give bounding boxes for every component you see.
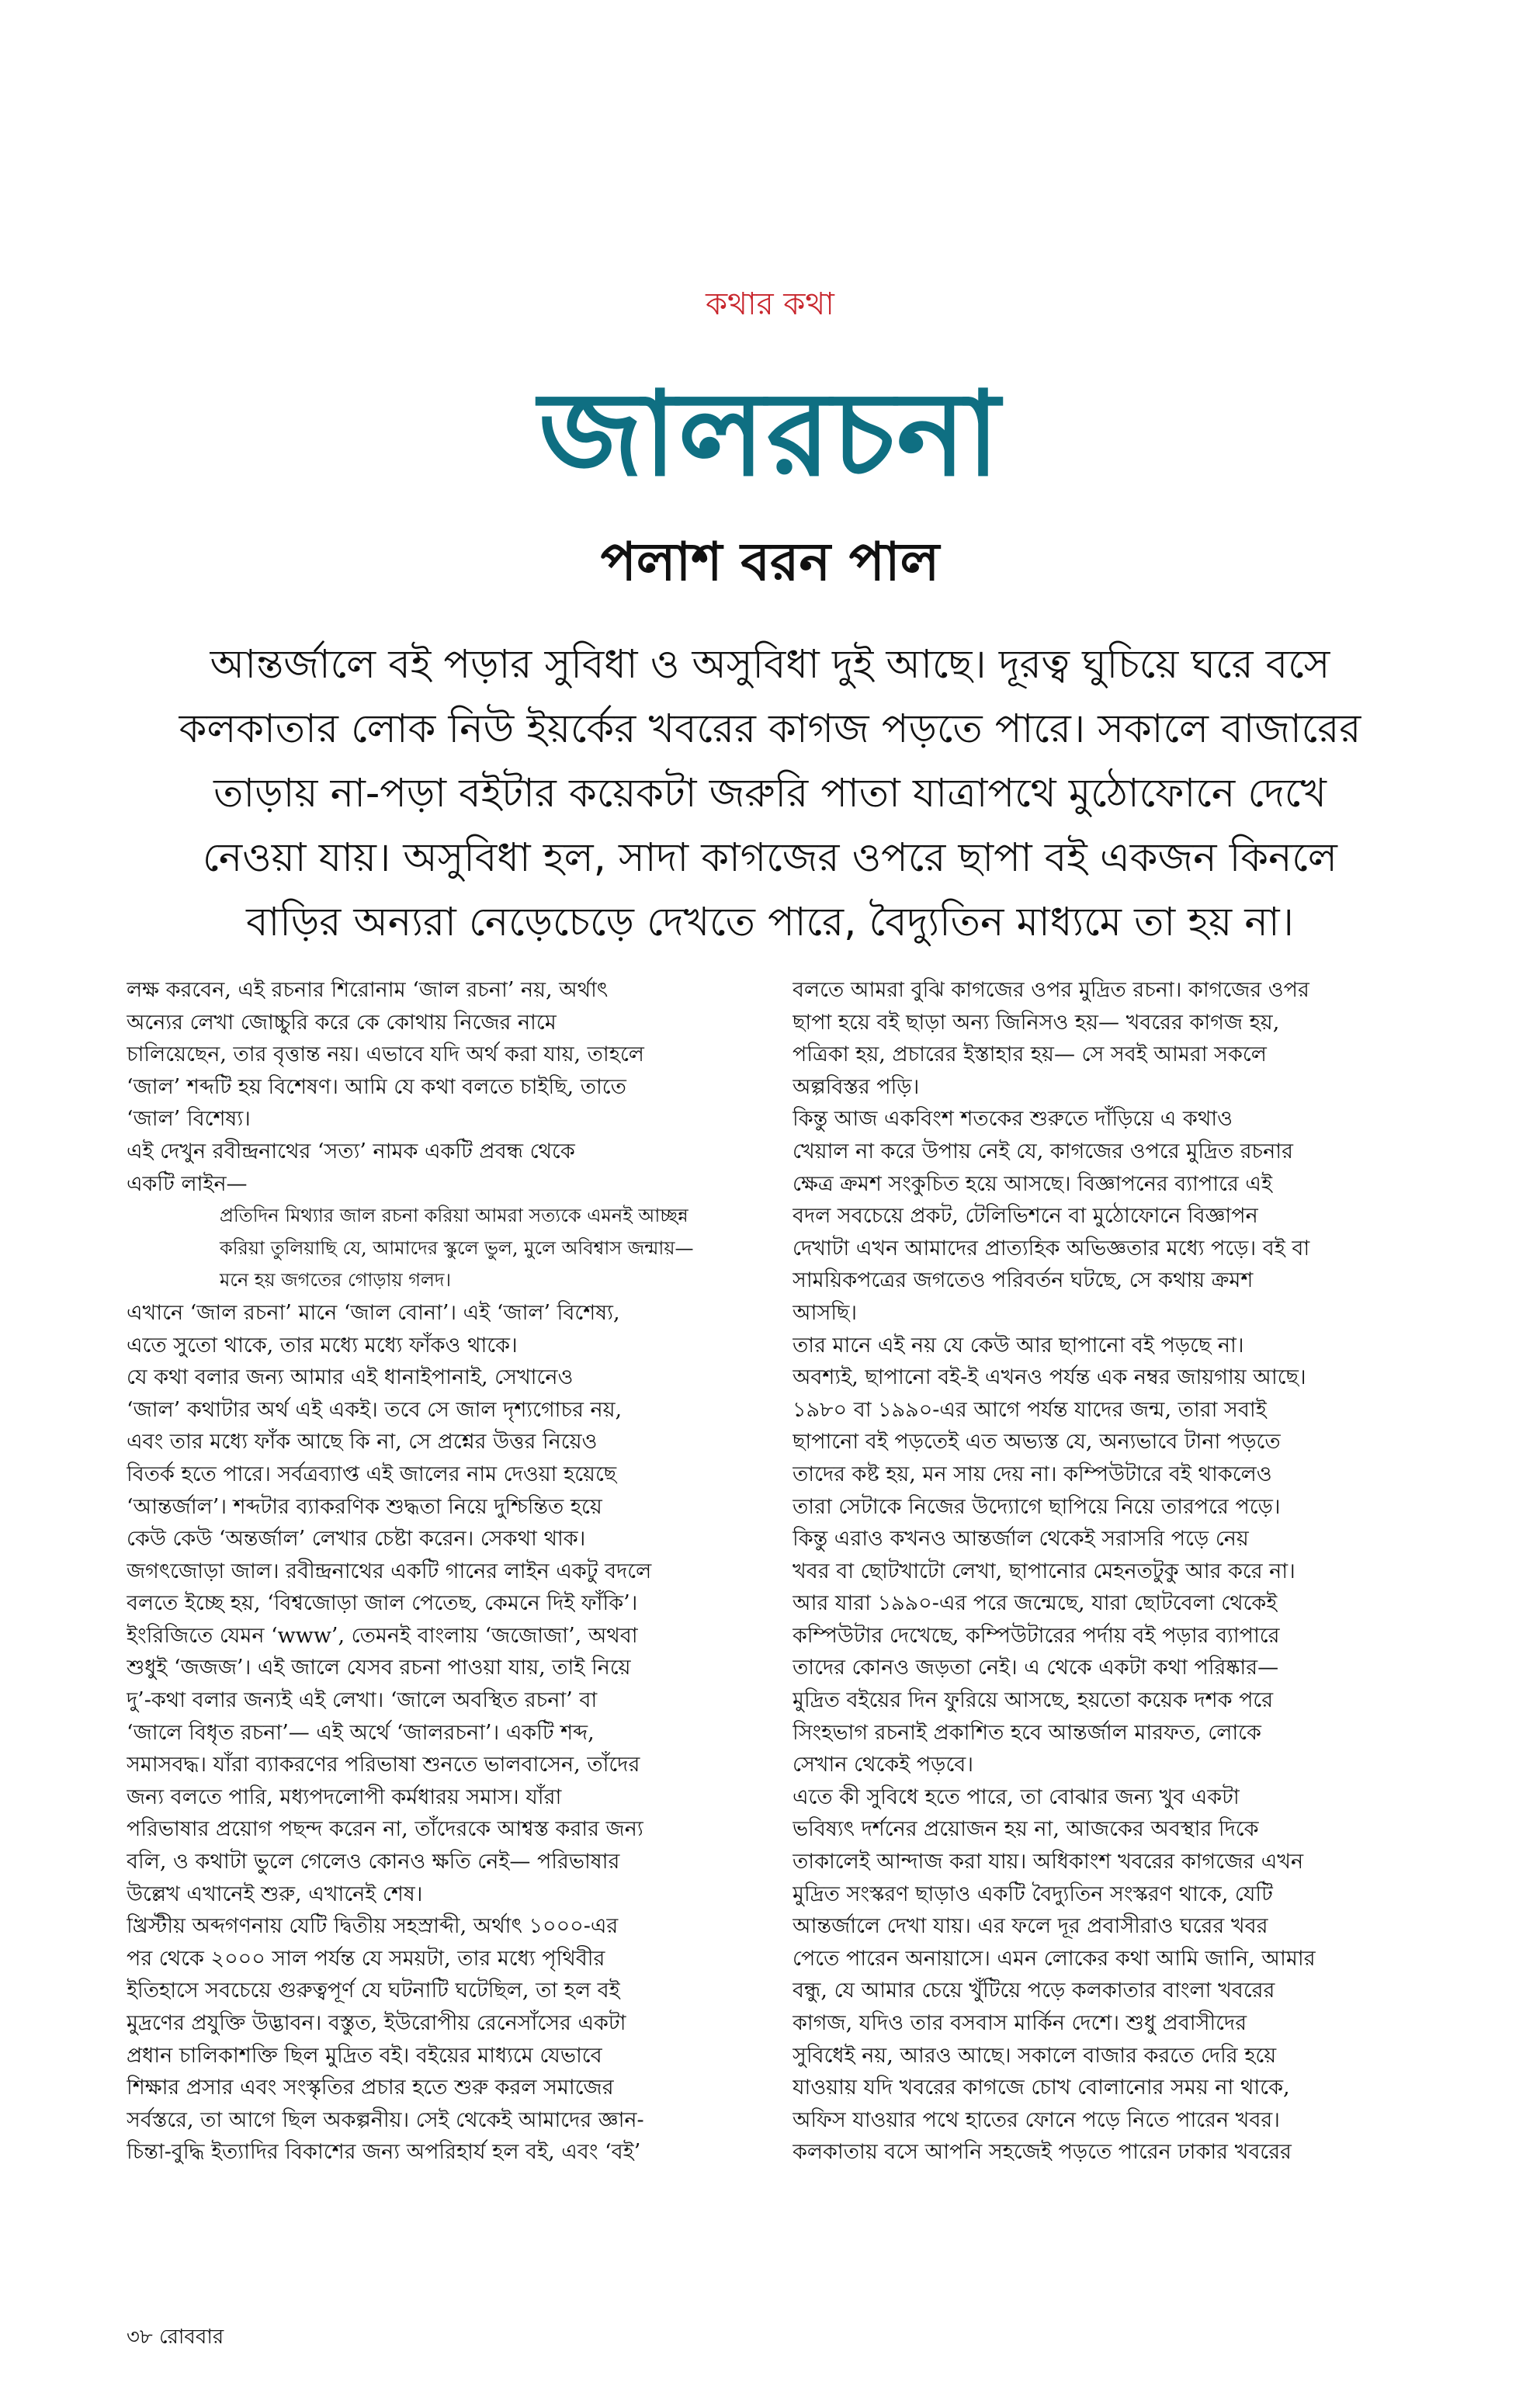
body-line: সিংহভাগ রচনাই প্রকাশিত হবে আন্তর্জাল মারফত, লোকে (793, 1720, 1261, 1745)
standfirst-line: বাড়ির অন্যরা নেড়েচেড়ে দেখতে পারে, বৈদ্যুতিন মাধ্যমে তা হয় না। (246, 900, 1294, 945)
body-line: সাময়িকপত্রের জগতেও পরিবর্তন ঘটছে, সে কথায় ক্রমশ (793, 1268, 1254, 1293)
body-line: এবং তার মধ্যে ফাঁক আছে কি না, সে প্রশ্নের উত্তর নিয়েও (127, 1430, 598, 1455)
body-line: কম্পিউটার দেখেছে, কম্পিউটারের পর্দায় বই পড়ার ব্যাপারে (793, 1623, 1280, 1648)
body-line: ‘আন্তর্জাল’। শব্দটার ব্যাকরণিক শুদ্ধতা নিয়ে দুশ্চিন্তিত হয়ে (127, 1494, 602, 1519)
body-line: আর যারা ১৯৯০-এর পরে জন্মেছে, যারা ছোটবেলা থেকেই (793, 1591, 1278, 1616)
standfirst-line: নেওয়া যায়। অসুবিধা হল, সাদা কাগজের ওপরে ছাপা বই একজন কিনলে (203, 835, 1337, 881)
body-line: ইতিহাসে সবচেয়ে গুরুত্বপূর্ণ যে ঘটনাটি ঘটেছিল, তা হল বই (127, 1979, 620, 2003)
body-line: তাদের কষ্ট হয়, মন সায় দেয় না। কম্পিউটারে বই থাকলেও (793, 1462, 1272, 1486)
body-line: কিন্তু এরাও কখনও আন্তর্জাল থেকেই সরাসরি পড়ে নেয় (793, 1527, 1249, 1552)
body-line: বলি, ও কথাটা ভুলে গেলেও কোনও ক্ষতি নেই— পরিভাষার (127, 1850, 620, 1875)
body-line: ইংরিজিতে যেমন ‘www’, তেমনই বাংলায় ‘জজোজা’, অথবা (127, 1623, 638, 1648)
body-line: এই দেখুন রবীন্দ্রনাথের ‘সত্য’ নামক একটি প্রবন্ধ থেকে (127, 1139, 575, 1164)
body-line: লক্ষ করবেন, এই রচনার শিরোনাম ‘জাল রচনা’ নয়, অর্থাৎ (127, 978, 609, 1002)
article-title: জালরচনা (539, 367, 1001, 502)
body-line: করিয়া তুলিয়াছি যে, আমাদের স্কুলে ভুল, মুলে অবিশ্বাস জন্মায়— (220, 1236, 694, 1259)
body-line: জন্য বলতে পারি, মধ্যপদলোপী কর্মধারয় সমাস। যাঁরা (127, 1784, 562, 1809)
body-line: অল্পবিস্তর পড়ি। (793, 1074, 920, 1099)
body-line: শিক্ষার প্রসার এবং সংস্কৃতির প্রচার হতে শুরু করল সমাজের (127, 2076, 614, 2100)
body-line: খ্রিস্টীয় অব্দগণনায় যেটি দ্বিতীয় সহস্রাব্দী, অর্থাৎ ১০০০-এর (127, 1914, 619, 1939)
body-line: সুবিধেই নয়, আরও আছে। সকালে বাজার করতে দেরি হয়ে (793, 2043, 1277, 2068)
standfirst (147, 633, 1393, 955)
body-line: প্রধান চালিকাশক্তি ছিল মুদ্রিত বই। বইয়ের মাধ্যমে যেভাবে (127, 2043, 602, 2068)
body-line: চালিয়েছেন, তার বৃত্তান্ত নয়। এভাবে যদি অর্থ করা যায়, তাহলে (127, 1042, 644, 1067)
body-line: উল্লেখ এখানেই শুরু, এখানেই শেষ। (127, 1881, 423, 1906)
body-line: তারা সেটাকে নিজের উদ্যোগে ছাপিয়ে নিয়ে তারপরে পড়ে। (793, 1494, 1281, 1519)
body-line: সমাসবদ্ধ। যাঁরা ব্যাকরণের পরিভাষা শুনতে ভালবাসেন, তাঁদের (127, 1753, 640, 1777)
body-line: তার মানে এই নয় যে কেউ আর ছাপানো বই পড়ছে না। (793, 1333, 1244, 1358)
body-line: জগৎজোড়া জাল। রবীন্দ্রনাথের একটি গানের লাইন একটু বদলে (127, 1559, 652, 1583)
body-line: এতে সুতো থাকে, তার মধ্যে মধ্যে ফাঁকও থাকে। (127, 1333, 518, 1358)
body-line: বদল সবচেয়ে প্রকট, টেলিভিশনে বা মুঠোফোনে বিজ্ঞাপন (793, 1204, 1258, 1229)
body-line: ভবিষ্যৎ দর্শনের প্রয়োজন হয় না, আজকের অবস্থার দিকে (793, 1817, 1259, 1842)
standfirst-line: আন্তর্জালে বই পড়ার সুবিধা ও অসুবিধা দুই আছে। দূরত্ব ঘুচিয়ে ঘরে বসে (210, 642, 1330, 688)
body-line: পত্রিকা হয়, প্রচারের ইস্তাহার হয়— সে সবই আমরা সকলে (793, 1042, 1267, 1067)
body-line: ছাপা হয়ে বই ছাড়া অন্য জিনিসও হয়— খবরের কাগজ হয়, (793, 1010, 1280, 1035)
body-line: মুদ্রিত সংস্করণ ছাড়াও একটি বৈদ্যুতিন সংস্করণ থাকে, যেটি (793, 1881, 1273, 1906)
standfirst-line: কলকাতার লোক নিউ ইয়র্কের খবরের কাগজ পড়তে পারে। সকালে বাজারের (179, 706, 1361, 752)
body-line: ‘জালে বিধৃত রচনা’— এই অর্থে ‘জালরচনা’। একটি শব্দ, (127, 1720, 595, 1745)
body-line: যে কথা বলার জন্য আমার এই ধানাইপানাই, সেখানেও (127, 1365, 574, 1390)
body-line: শুধুই ‘জজজ’। এই জালে যেসব রচনা পাওয়া যায়, তাই নিয়ে (127, 1656, 631, 1680)
body-line: মুদ্রিত বইয়ের দিন ফুরিয়ে আসছে, হয়তো কয়েক দশক পরে (793, 1688, 1274, 1713)
body-line: কাগজ, যদিও তার বসবাস মার্কিন দেশে। শুধু প্রবাসীদের (793, 2011, 1247, 2035)
body-line: অন্যের লেখা জোচ্চুরি করে কে কোথায় নিজের নামে (127, 1010, 557, 1035)
author-name: পলাশ বরন পাল (600, 532, 940, 593)
section-rubric: কথার কথা (706, 286, 834, 322)
body-line: আসছি। (793, 1300, 858, 1325)
body-line: কিন্তু আজ একবিংশ শতকের শুরুতে দাঁড়িয়ে এ কথাও (793, 1107, 1233, 1132)
body-line: ১৯৮০ বা ১৯৯০-এর আগে পর্যন্ত যাদের জন্ম, তারা সবাই (793, 1397, 1267, 1422)
body-line: বলতে ইচ্ছে হয়, ‘বিশ্বজোড়া জাল পেতেছ, কেমনে দিই ফাঁকি’। (127, 1591, 638, 1616)
body-line: সর্বস্তরে, তা আগে ছিল অকল্পনীয়। সেই থেকেই আমাদের জ্ঞান- (127, 2107, 644, 2132)
body-line: বন্ধু, যে আমার চেয়ে খুঁটিয়ে পড়ে কলকাতার বাংলা খবরের (793, 1979, 1275, 2003)
body-line: যাওয়ায় যদি খবরের কাগজে চোখ বোলানোর সময় না থাকে, (793, 2076, 1290, 2100)
page-folio: ৩৮ রোববার (127, 2325, 224, 2349)
body-line: একটি লাইন— (127, 1171, 248, 1196)
body-line: ছাপানো বই পড়তেই এত অভ্যস্ত যে, অন্যভাবে টানা পড়তে (793, 1430, 1281, 1455)
body-line: এখানে ‘জাল রচনা’ মানে ‘জাল বোনা’। এই ‘জাল’ বিশেষ্য, (127, 1300, 620, 1325)
body-line: পেতে পারেন অনায়াসে। এমন লোকের কথা আমি জানি, আমার (793, 1946, 1316, 1971)
body-line: দু’-কথা বলার জন্যই এই লেখা। ‘জালে অবস্থিত রচনা’ বা (127, 1688, 598, 1713)
body-line: সেখান থেকেই পড়বে। (793, 1753, 973, 1777)
body-line: অবশ্যই, ছাপানো বই-ই এখনও পর্যন্ত এক নম্বর জায়গায় আছে। (793, 1365, 1306, 1390)
body-line: এতে কী সুবিধে হতে পারে, তা বোঝার জন্য খুব একটা (793, 1784, 1240, 1809)
body-line: পরিভাষার প্রয়োগ পছন্দ করেন না, তাঁদেরকে আশ্বস্ত করার জন্য (127, 1817, 643, 1842)
body-line: দেখাটা এখন আমাদের প্রাত্যহিক অভিজ্ঞতার মধ্যে পড়ে। বই বা (793, 1236, 1310, 1261)
body-line: চিন্তা-বুদ্ধি ইত্যাদির বিকাশের জন্য অপরিহার্য হল বই, এবং ‘বই’ (127, 2140, 641, 2165)
body-line: ‘জাল’ শব্দটি হয় বিশেষণ। আমি যে কথা বলতে চাইছি, তাতে (127, 1074, 626, 1099)
body-line: মুদ্রণের প্রযুক্তি উদ্ভাবন। বস্তুত, ইউরোপীয় রেনেসাঁসের একটা (127, 2011, 626, 2035)
body-line: কেউ কেউ ‘অন্তর্জাল’ লেখার চেষ্টা করেন। সেকথা থাক। (127, 1527, 586, 1552)
body-line: পর থেকে ২০০০ সাল পর্যন্ত যে সময়টা, তার মধ্যে পৃথিবীর (127, 1946, 605, 1971)
body-line: মনে হয় জগতের গোড়ায় গলদ। (220, 1269, 452, 1292)
standfirst-line: তাড়ায় না-পড়া বইটার কয়েকটা জরুরি পাতা যাত্রাপথে মুঠোফোনে দেখে (213, 771, 1327, 817)
body-line: ক্ষেত্র ক্রমশ সংকুচিত হয়ে আসছে। বিজ্ঞাপনের ব্যাপারে এই (793, 1171, 1273, 1196)
body-line: ‘জাল’ কথাটার অর্থ এই একই। তবে সে জাল দৃশ্যগোচর নয়, (127, 1397, 623, 1422)
body-line: কলকাতায় বসে আপনি সহজেই পড়তে পারেন ঢাকার খবরের (793, 2140, 1292, 2165)
body-line: অফিস যাওয়ার পথে হাতের ফোনে পড়ে নিতে পারেন খবর। (793, 2107, 1280, 2132)
body-line: আন্তর্জালে দেখা যায়। এর ফলে দূর প্রবাসীরাও ঘরের খবর (793, 1914, 1268, 1939)
body-line: বলতে আমরা বুঝি কাগজের ওপর মুদ্রিত রচনা। কাগজের ওপর (793, 978, 1309, 1002)
body-line: ‘জাল’ বিশেষ্য। (127, 1107, 251, 1132)
body-line: প্রতিদিন মিথ্যার জাল রচনা করিয়া আমরা সত্যকে এমনই আচ্ছন্ন (220, 1205, 688, 1227)
body-line: তাকালেই আন্দাজ করা যায়। অধিকাংশ খবরের কাগজের এখন (793, 1850, 1304, 1875)
body-line: খেয়াল না করে উপায় নেই যে, কাগজের ওপরে মুদ্রিত রচনার (793, 1139, 1293, 1164)
body-line: বিতর্ক হতে পারে। সর্বত্রব্যাপ্ত এই জালের নাম দেওয়া হয়েছে (127, 1462, 617, 1486)
body-line: তাদের কোনও জড়তা নেই। এ থেকে একটা কথা পরিষ্কার— (793, 1656, 1279, 1680)
body-column-right (793, 974, 1410, 2169)
body-column-left (127, 974, 744, 2169)
body-line: খবর বা ছোটখাটো লেখা, ছাপানোর মেহনতটুকু আর করে না। (793, 1559, 1295, 1583)
